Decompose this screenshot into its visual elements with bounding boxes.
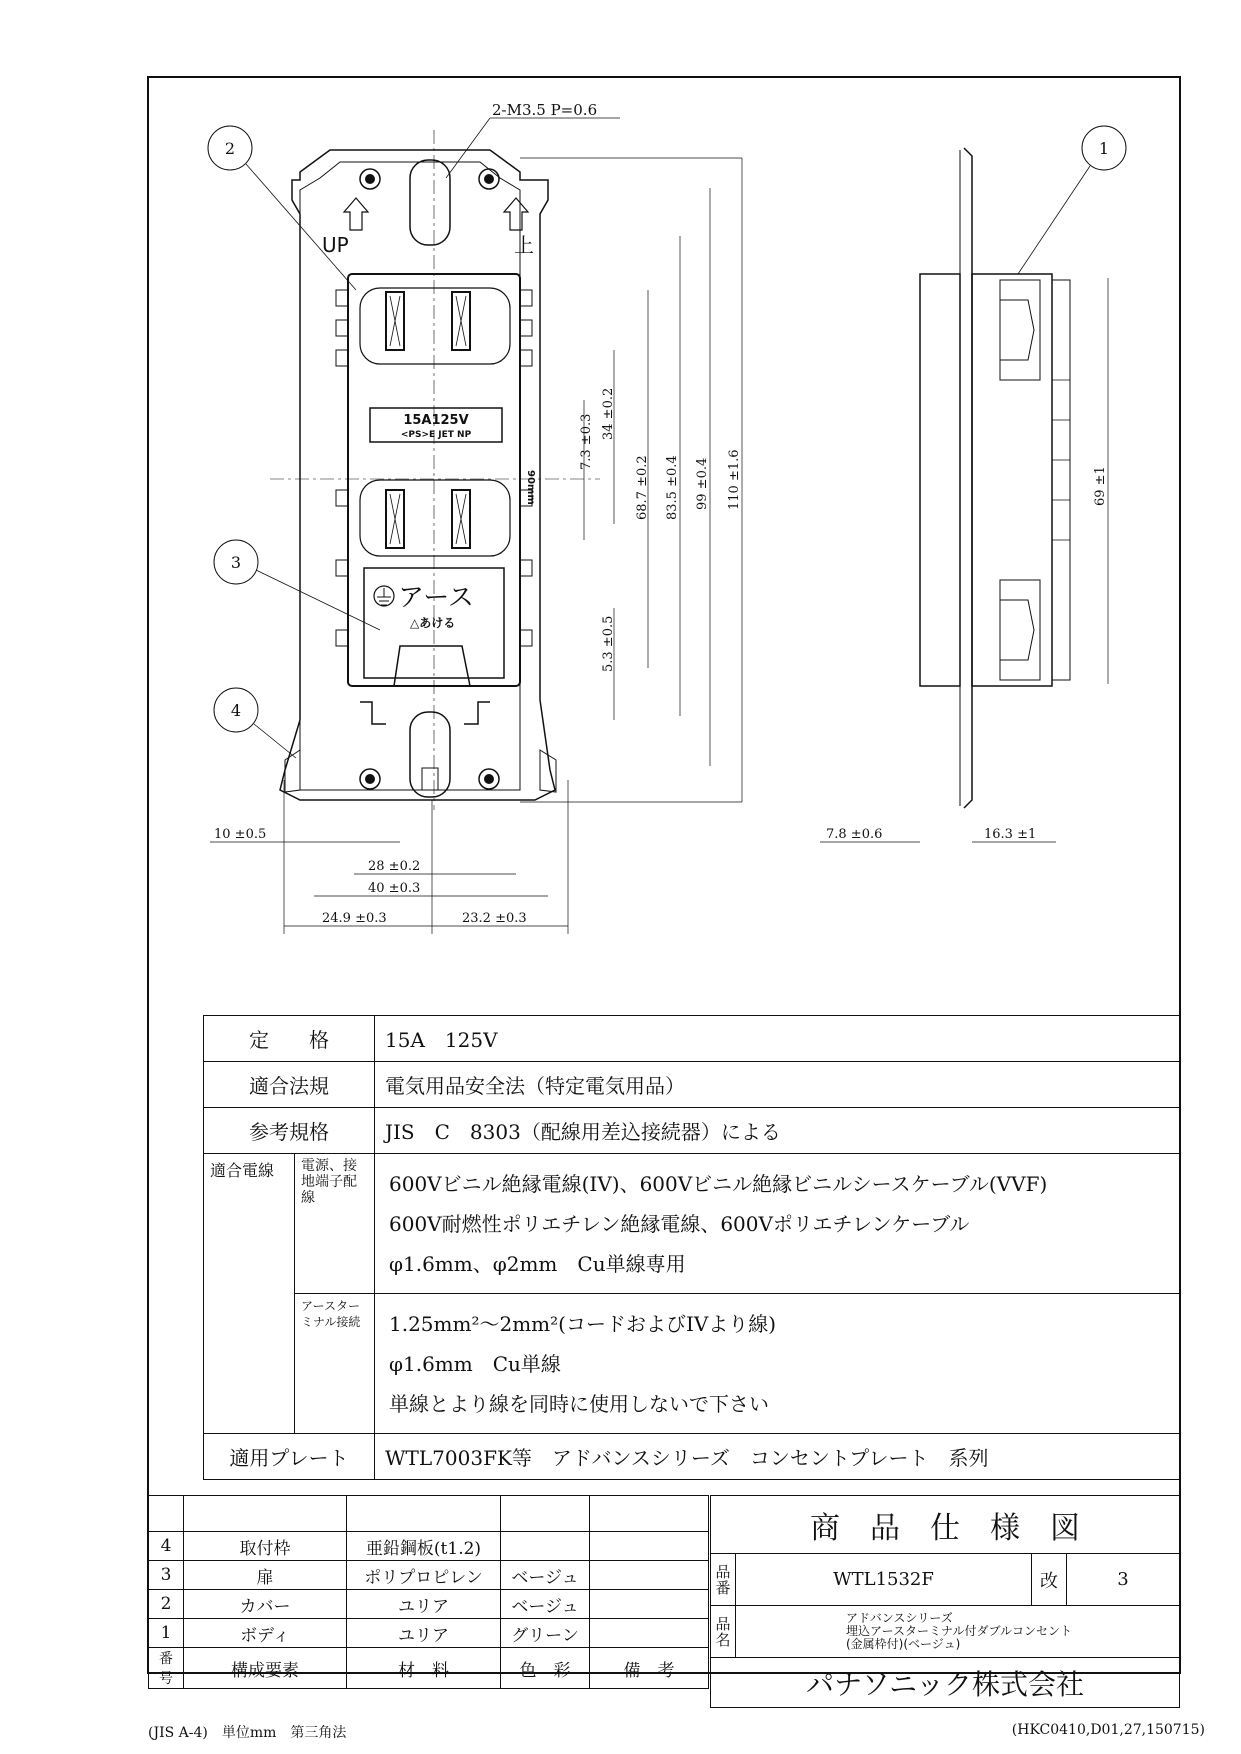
- up-arrow-icon: [504, 198, 528, 230]
- bom-part: 扉: [184, 1561, 347, 1590]
- callout-1: [1018, 126, 1126, 274]
- bom-header-no: 番号: [149, 1648, 184, 1689]
- up-label: UP: [322, 233, 349, 257]
- bom-part: ボディ: [184, 1619, 347, 1648]
- bom-note: [590, 1590, 709, 1619]
- wire-label: 適合電線: [204, 1154, 295, 1434]
- front-view: [270, 130, 600, 810]
- wire-line: 1.25mm²～2mm²(コードおよびIVより線): [389, 1311, 777, 1336]
- dim-40: 40 ±0.3: [368, 881, 421, 896]
- bom-header-part: 構成要素: [184, 1648, 347, 1689]
- wire-line: 600Vビニル絶縁電線(IV)、600Vビニル絶縁ビニルシースケーブル(VVF): [389, 1171, 1048, 1196]
- wire-sub2-values: [375, 1294, 1180, 1434]
- model-label: 品番: [711, 1554, 736, 1606]
- wire-line: φ1.6mm Cu単線: [389, 1351, 561, 1376]
- svg-text:2: 2: [224, 139, 236, 158]
- law-value: 電気用品安全法（特定電気用品）: [375, 1062, 1180, 1108]
- plate-label: 適用プレート: [204, 1434, 375, 1480]
- bom-no: 4: [149, 1532, 184, 1561]
- face-rating-text: 15A125V: [403, 413, 469, 428]
- footer-left: (JIS A-4) 単位mm 第三角法: [148, 1725, 347, 1741]
- title: 商 品 仕 様 図: [711, 1496, 1180, 1554]
- up-label-jp: 上: [514, 233, 534, 257]
- dim-23-2: 23.2 ±0.3: [462, 911, 527, 926]
- dim-7-3: 7.3 ±0.3: [579, 413, 594, 470]
- law-label: 適合法規: [204, 1062, 375, 1108]
- footer-right: (HKC0410,D01,27,150715): [1011, 1722, 1205, 1738]
- face-side-text: 90mm: [525, 470, 536, 505]
- rev-label: 改: [1032, 1554, 1067, 1606]
- dim-68-7: 68.7 ±0.2: [635, 455, 650, 520]
- dim-34: 34 ±0.2: [601, 387, 616, 440]
- screw-label: 2-M3.5 P=0.6: [492, 101, 598, 119]
- wire-line: 単線とより線を同時に使用しないで下さい: [389, 1391, 769, 1416]
- bom-material: ポリプロピレン: [347, 1561, 501, 1590]
- bom-table: [148, 1495, 709, 1689]
- callout-4: [214, 688, 296, 758]
- bom-note: [590, 1561, 709, 1590]
- side-plate: [920, 274, 960, 686]
- outlet-lower: [360, 480, 510, 556]
- bom-material: ユリア: [347, 1590, 501, 1619]
- bom-note: [590, 1532, 709, 1561]
- rating-label: 定 格: [204, 1016, 375, 1062]
- spec-table: [203, 1015, 1180, 1480]
- dim-28: 28 ±0.2: [368, 859, 421, 874]
- earth-open-label: △あける: [410, 616, 456, 630]
- plate-value: WTL7003FK等 アドバンスシリーズ コンセントプレート 系列: [375, 1434, 1180, 1480]
- face-mark-text: <PS>E JET NP: [400, 430, 472, 440]
- model: WTL1532F: [736, 1554, 1032, 1606]
- up-arrow-icon: [344, 198, 368, 230]
- dimension-lines: [520, 158, 1108, 802]
- dim-24-9: 24.9 ±0.3: [322, 911, 387, 926]
- title-block: [710, 1495, 1180, 1708]
- dim-83-5: 83.5 ±0.4: [665, 455, 680, 520]
- bom-no: 2: [149, 1590, 184, 1619]
- dim-110: 110 ±1.6: [727, 449, 742, 510]
- dim-10: 10 ±0.5: [214, 827, 267, 842]
- bom-part: 取付枠: [184, 1532, 347, 1561]
- name-line: 埋込アースターミナル付ダブルコンセント: [846, 1624, 1072, 1638]
- earth-label: アース: [398, 583, 474, 613]
- callout-3: [214, 540, 380, 630]
- bom-header-note: 備 考: [590, 1648, 709, 1689]
- bom-material: ユリア: [347, 1619, 501, 1648]
- wire-line: φ1.6mm、φ2mm Cu単線専用: [389, 1251, 686, 1276]
- bom-color: ベージュ: [501, 1590, 590, 1619]
- wire-sub2: アースターミナル接続: [294, 1294, 374, 1434]
- wire-line: 600V耐燃性ポリエチレン絶縁電線、600Vポリエチレンケーブル: [389, 1211, 970, 1236]
- rev: 3: [1067, 1554, 1180, 1606]
- std-label: 参考規格: [204, 1108, 375, 1154]
- dim-7-8: 7.8 ±0.6: [826, 827, 883, 842]
- bom-color: ベージュ: [501, 1561, 590, 1590]
- bom-part: カバー: [184, 1590, 347, 1619]
- outlet-upper: [360, 288, 510, 364]
- svg-text:3: 3: [230, 553, 242, 572]
- svg-text:4: 4: [230, 701, 242, 720]
- rating-value: 15A 125V: [375, 1016, 1180, 1062]
- side-view: [920, 148, 1070, 808]
- name-label: 品名: [711, 1606, 736, 1658]
- bom-header-material: 材 料: [347, 1648, 501, 1689]
- bom-color: グリーン: [501, 1619, 590, 1648]
- dim-69: 69 ±1: [1093, 466, 1108, 506]
- dim-5-3: 5.3 ±0.5: [601, 615, 616, 672]
- bom-no: 1: [149, 1619, 184, 1648]
- svg-text:1: 1: [1098, 139, 1110, 158]
- dim-16-3: 16.3 ±1: [984, 827, 1037, 842]
- bom-material: 亜鉛鋼板(t1.2): [347, 1532, 501, 1561]
- dim-99: 99 ±0.4: [695, 457, 710, 510]
- company: パナソニック株式会社: [711, 1658, 1180, 1708]
- bom-note: [590, 1619, 709, 1648]
- std-value: JIS C 8303（配線用差込接続器）による: [375, 1108, 1180, 1154]
- name-line: (金属枠付)(ベージュ): [846, 1637, 961, 1651]
- name-line: アドバンスシリーズ: [846, 1611, 953, 1625]
- wire-sub1: 電源、接地端子配線: [294, 1154, 374, 1294]
- wire-sub1-values: [375, 1154, 1180, 1294]
- bom-no: 3: [149, 1561, 184, 1590]
- bom-header-color: 色 彩: [501, 1648, 590, 1689]
- bom-color: [501, 1532, 590, 1561]
